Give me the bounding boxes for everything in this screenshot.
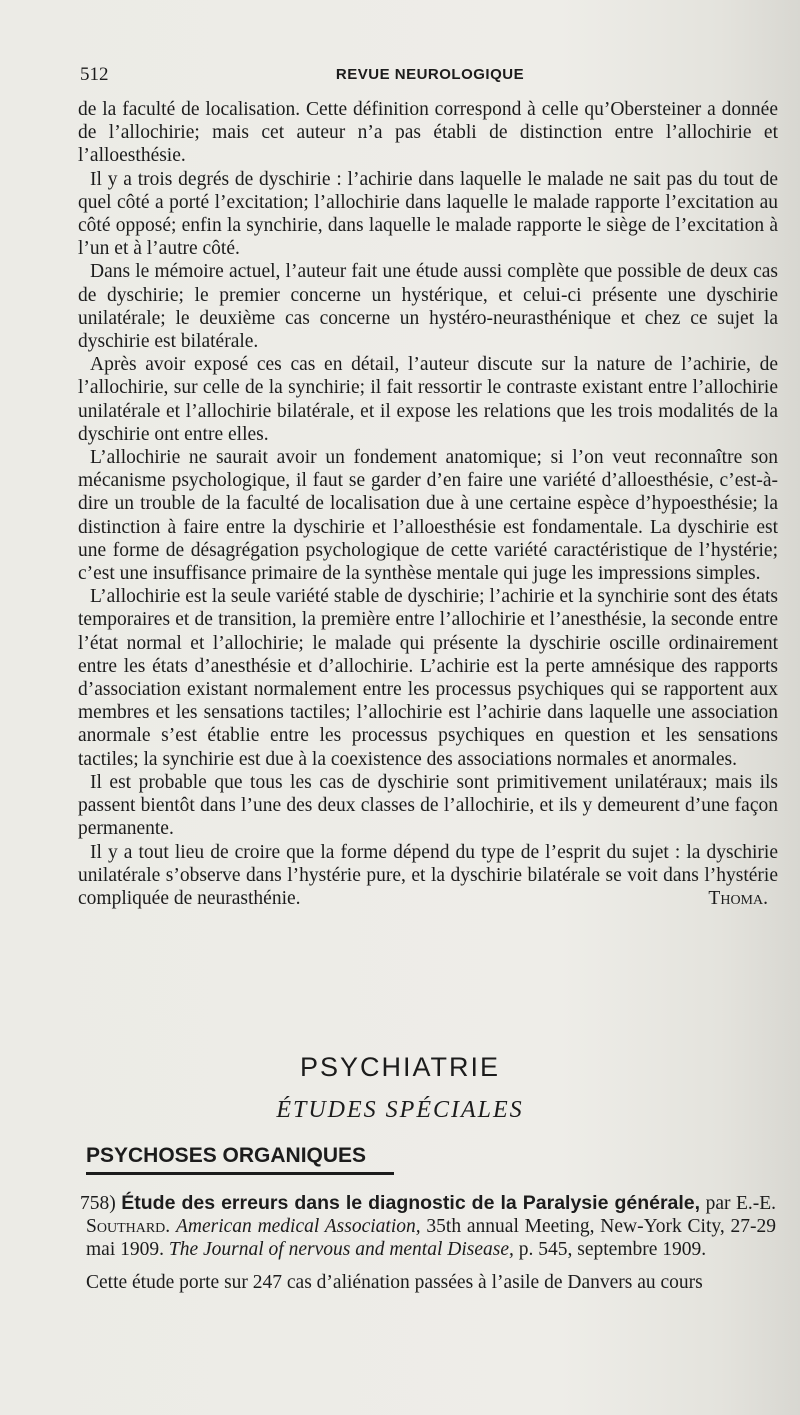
entry-title: Étude des erreurs dans le diagnostic de la Paralysie générale, bbox=[121, 1192, 701, 1214]
entry-number: 758) bbox=[80, 1193, 116, 1214]
running-title: REVUE NEUROLOGIQUE bbox=[335, 66, 525, 83]
bibliography-entry bbox=[80, 1192, 777, 1294]
category-rule bbox=[86, 1172, 394, 1175]
paragraph: L’allochirie est la seule variété stable de dyschirie; l’achirie et la synchirie sont des états temporaires et de transition, la première entre l’allochirie et l’anesthésie, la seconde entre l’état normal et l’allochirie; le malade qui présente la dyschirie oscille ordinairement entre les états d’anesthésie et d’allochirie. L’achirie est la perte amnésique des rapports d’association existant normalement entre les processus psychiques qui se rapportent aux membres et les sensations tactiles; l’allochirie est l’achirie dans laquelle une association anormale s’est établie entre les processus psychiques en question et les sensations tactiles; la synchirie est due à la coexistence des associations normales et anormales. bbox=[78, 586, 778, 770]
section-title: PSYCHIATRIE bbox=[299, 1052, 501, 1082]
page-header bbox=[80, 64, 780, 86]
paragraph: Après avoir exposé ces cas en détail, l’auteur discute sur la nature de l’achirie, de l’allochirie, sur celle de la synchirie; il fait ressortir le contraste existant entre l’allochirie unilatérale et l’allochirie bilatérale, et il expose les relations que les trois modalités de la dyschirie ont entre elles. bbox=[78, 354, 778, 445]
page-number: 512 bbox=[80, 64, 109, 85]
entry-summary: Cette étude porte sur 247 cas d’aliénation passées à l’asile de Danvers au cours bbox=[86, 1272, 703, 1293]
paragraph: de la faculté de localisation. Cette définition correspond à celle qu’Obersteiner a donnée de l’allochirie; mais cet auteur n’a pas établi de distinction entre l’allochirie et l’alloesthésie. bbox=[78, 99, 778, 167]
entry-pages: p. 545, septembre 1909. bbox=[518, 1239, 707, 1260]
entry-meeting: 35th annual Meeting, New-York City, 27-29 mai 1909. bbox=[86, 1216, 777, 1260]
paragraph: L’allochirie ne saurait avoir un fondement anatomique; si l’on veut reconnaître son mécanisme psychologique, il faut se garder d’en faire une variété d’alloesthésie, c’est-à-dire un trouble de la faculté de localisation due à une certaine espèce d’hypoesthésie; la distinction à faire entre la dyschirie et l’alloesthésie est fondamentale. La dyschirie est une forme de désagrégation psychologique de cette variété caractéristique de l’hystérie; c’est une insuffisance primaire de la synthèse mentale qui juge les impressions simples. bbox=[78, 447, 778, 585]
paragraph: Il y a trois degrés de dyschirie : l’achirie dans laquelle le malade ne sait pas du tout de quel côté a porté l’excitation; l’allochirie dans laquelle le malade rapporte l’excitation au côté opposé; enfin la synchirie, dans laquelle le malade rapporte le siège de l’excitation à l’un et à l’autre côté. bbox=[78, 168, 778, 260]
paragraph: Dans le mémoire actuel, l’auteur fait une étude aussi complète que possible de deux cas de dyschirie; le premier concerne un hystérique, et celui-ci présente une dyschirie unilatérale; le deuxième cas concerne un hystéro-neurasthénique et chez ce sujet la dyschirie est bilatérale. bbox=[78, 261, 778, 353]
signature: Thoma. bbox=[708, 887, 768, 909]
category-title: PSYCHOSES ORGANIQUES bbox=[86, 1144, 367, 1167]
subsection-title: ÉTUDES SPÉCIALES bbox=[276, 1097, 524, 1123]
entry-citation bbox=[80, 1192, 777, 1261]
entry-author: Southard. bbox=[86, 1216, 171, 1237]
entry-byline-prefix: par E.-E. bbox=[705, 1193, 777, 1214]
entry-source: American medical Association, bbox=[175, 1216, 421, 1237]
paragraph-last bbox=[78, 841, 778, 911]
entry-journal: The Journal of nervous and mental Disease, bbox=[168, 1239, 514, 1260]
paragraph-text: Il y a tout lieu de croire que la forme dépend du type de l’esprit du sujet : la dyschirie unilatérale s’observe dans l’hystérie pure, et la dyschirie bilatérale se voit dans l’hystérie compliquée de neurasthénie. bbox=[78, 841, 778, 909]
article-body bbox=[78, 98, 778, 910]
paragraph: Il est probable que tous les cas de dyschirie sont primitivement unilatéraux; mais ils passent bientôt dans l’une des deux classes de l’allochirie, et ils y demeurent d’une façon permanente. bbox=[78, 771, 778, 840]
